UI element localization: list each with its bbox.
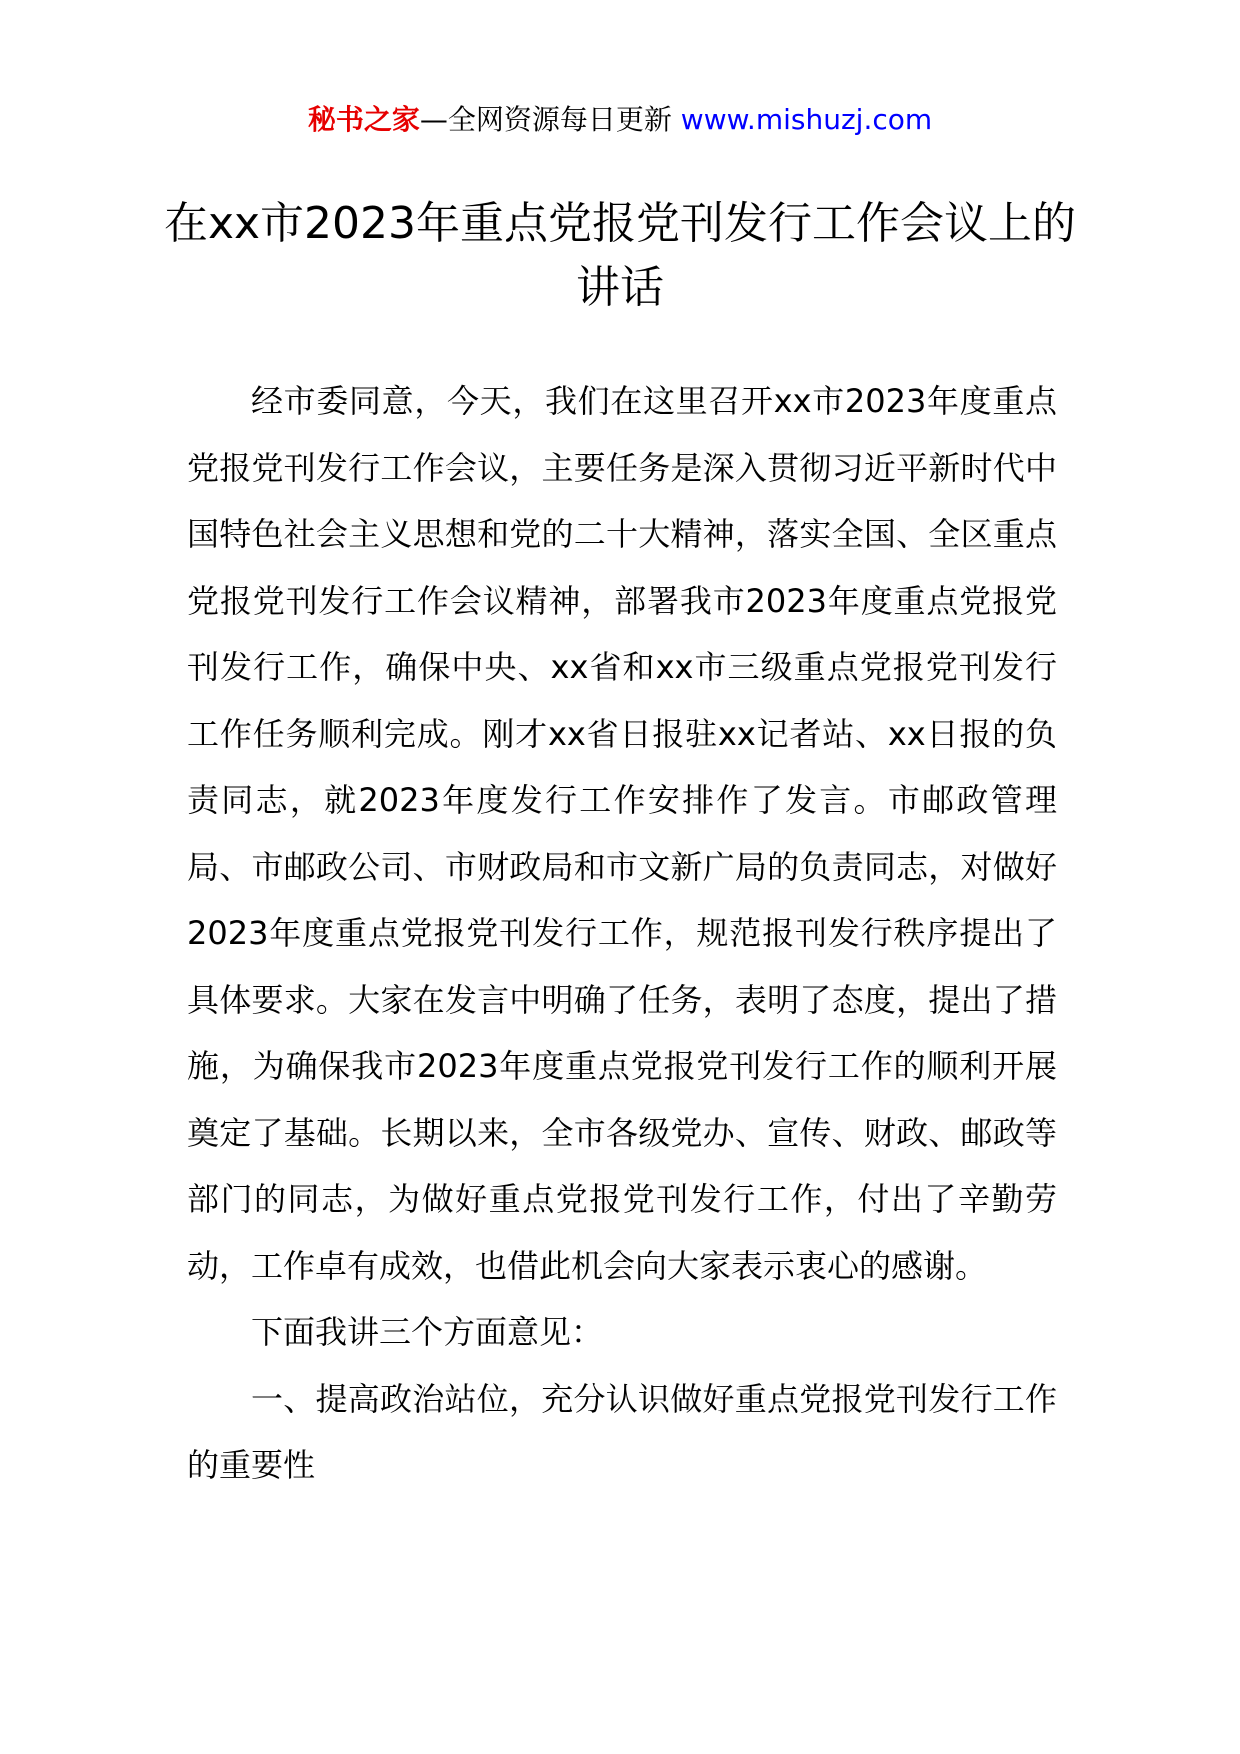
site-tagline: —全网资源每日更新 xyxy=(419,103,672,136)
site-header xyxy=(0,100,1240,140)
body-paragraph: 经市委同意，今天，我们在这里召开xx市2023年度重点党报党刊发行工作会议，主要任务是深入贯彻习近平新时代中国特色社会主义思想和党的二十大精神，落实全国、全区重点党报党刊发行工作会议精神，部署我市2023年度重点党报党刊发行工作，确保中央、xx省和xx市三级重点党报党刊发行工作任务顺利完成。刚才xx省日报驻xx记者站、xx日报的负责同志，就2023年度发行工作安排作了发言。市邮政管理局、市邮政公司、市财政局和市文新广局的负责同志，对做好2023年度重点党报党刊发行工作，规范报刊发行秩序提出了具体要求。大家在发言中明确了任务，表明了态度，提出了措施，为确保我市2023年度重点党报党刊发行工作的顺利开展奠定了基础。长期以来，全市各级党办、宣传、财政、邮政等部门的同志，为做好重点党报党刊发行工作，付出了辛勤劳动，工作卓有成效，也借此机会向大家表示衷心的感谢。 xyxy=(187,382,1057,1285)
body-paragraph: 下面我讲三个方面意见： xyxy=(251,1313,604,1351)
site-url-link[interactable]: www.mishuzj.com xyxy=(680,103,933,136)
document-body xyxy=(187,368,1057,1499)
section-heading: 一、提高政治站位，充分认识做好重点党报党刊发行工作的重要性 xyxy=(187,1379,1057,1484)
document-title: 在xx市2023年重点党报党刊发行工作会议上的讲话 xyxy=(163,198,1077,313)
site-brand: 秘书之家 xyxy=(307,103,420,136)
